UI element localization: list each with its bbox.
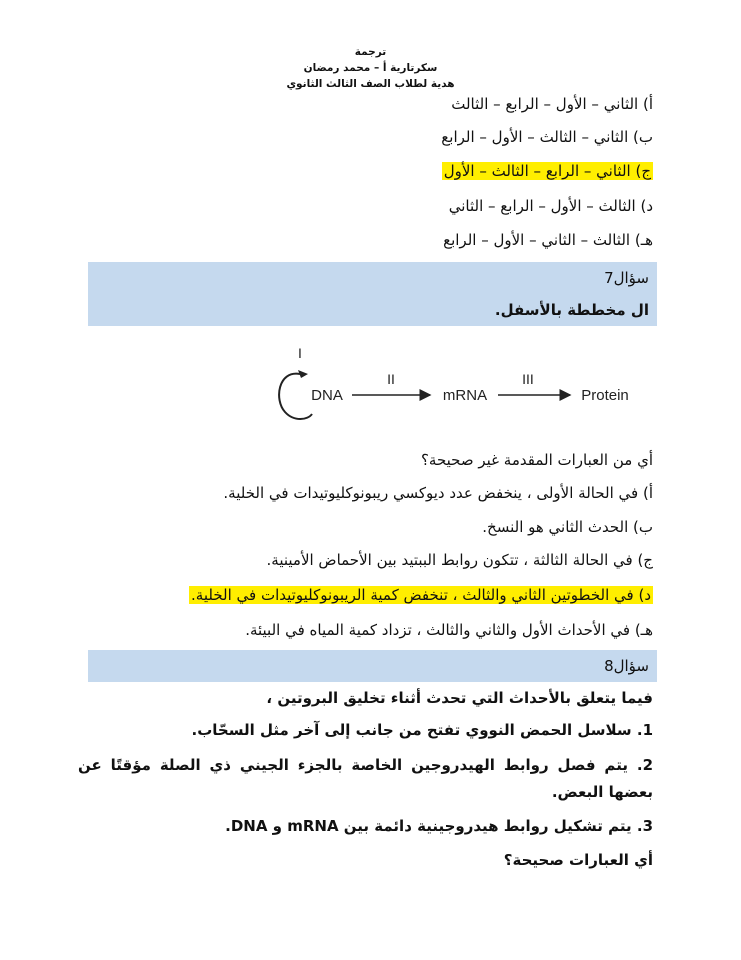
q7-question: أي من العبارات المقدمة غير صحيحة؟ (420, 451, 653, 469)
q7-label: سؤال7 (604, 269, 649, 287)
mrna-label: mRNA (442, 387, 488, 404)
q8-label: سؤال8 (604, 657, 649, 675)
q6-option-e: هـ) الثالث – الثاني – الأول – الرابع (443, 231, 653, 249)
q7-option-d-highlighted (189, 584, 653, 606)
q6-option-c: ج) الثاني – الرابع – الثالث – الأول (443, 162, 651, 180)
header-line-1: ترجمة (354, 46, 387, 58)
q7-option-d: د) في الخطوتين الثاني والثالث ، تنخفض كمية الريبونوكليوتيدات في الخلية. (191, 586, 651, 604)
protein-label: Protein (581, 387, 629, 404)
header-line-2: سكرتارية أ – محمد رمضان (303, 62, 438, 74)
q8-question: أي العبارات صحيحة؟ (503, 851, 653, 869)
dna-label: DNA (311, 387, 343, 404)
step-i-label: I (298, 345, 302, 361)
central-dogma-diagram (260, 340, 660, 430)
header-line-3: هدية لطلاب الصف الثالث الثانوي (286, 78, 455, 90)
q6-option-b: ب) الثاني – الثالث – الأول – الرابع (441, 128, 653, 146)
q7-intro-band (88, 294, 657, 326)
q7-intro: ال مخططة بالأسفل. (494, 301, 649, 319)
q6-option-d: د) الثالث – الأول – الرابع – الثاني (448, 197, 653, 215)
q8-intro: فيما يتعلق بالأحداث التي تحدث أثناء تخليق البروتين ، (266, 689, 653, 707)
replication-arrowhead (298, 370, 308, 378)
q8-header-band (88, 650, 657, 682)
step-iii-label: III (522, 371, 534, 387)
page-header (0, 44, 741, 92)
q7-option-c: ج) في الحالة الثالثة ، تتكون روابط الببتيد بين الأحماض الأمينية. (266, 551, 653, 569)
q7-option-a: أ) في الحالة الأولى ، ينخفض عدد ديوكسي ريبونوكليوتيدات في الخلية. (223, 484, 653, 502)
q8-item-3: 3. يتم تشكيل روابط هيدروجينية دائمة بين mRNA و DNA. (225, 817, 653, 835)
q6-option-a: أ) الثاني – الأول – الرابع – الثالث (451, 95, 653, 113)
diagram-svg (260, 340, 660, 430)
q8-item-1: 1. سلاسل الحمض النووي تفتح من جانب إلى آخر مثل السحّاب. (191, 721, 653, 739)
replication-loop-arrow (279, 374, 312, 419)
q7-option-b: ب) الحدث الثاني هو النسخ. (482, 518, 653, 536)
q7-option-e: هـ) في الأحداث الأول والثاني والثالث ، تزداد كمية المياه في البيئة. (245, 621, 653, 639)
q6-option-c-highlighted (442, 160, 653, 182)
step-ii-label: II (387, 371, 395, 387)
q7-header-band (88, 262, 657, 294)
q8-item-2: 2. يتم فصل روابط الهيدروجين الخاصة بالجزء الجيني ذي الصلة مؤقتًا عن بعضها البعض. (78, 756, 653, 801)
